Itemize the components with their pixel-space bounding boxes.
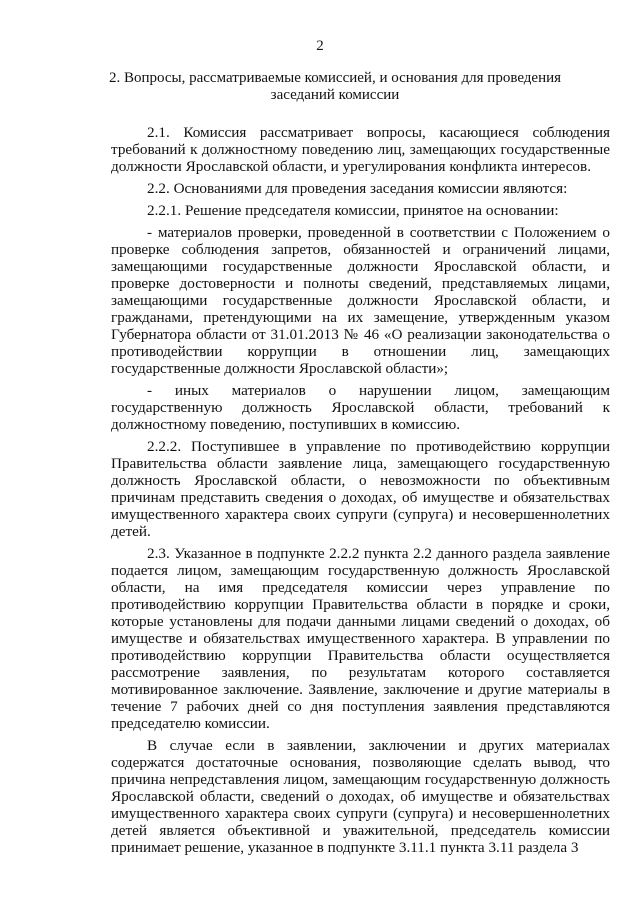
paragraph-2-2-2: 2.2.2. Поступившее в управление по противодействию коррупции Правительства области заявление лица, замещающего государственную должность Ярославской области, о невозможности по объективным причинам представить сведения о доходах, об имуществе и обязательствах имущественного характера своих супруги (супруга) и несовершеннолетних детей. [111, 438, 610, 540]
paragraph-2-2-1: 2.2.1. Решение председателя комиссии, принятое на основании: [147, 202, 559, 219]
list-item-other-materials: - иных материалов о нарушении лицом, замещающим государственную должность Ярославской области, требований к должностному поведению, поступивших в комиссию. [111, 382, 610, 433]
paragraph-objective-reason: В случае если в заявлении, заключении и других материалах содержатся достаточные основания, позволяющие сделать вывод, что причина непредставления лицом, замещающим государственную должность Ярославской области, сведений о доходах, об имуществе и обязательствах имущественного характера своих супруги (супруга) и несовершеннолетних детей является объективной и уважительной, председатель комиссии принимает решение, указанное в подпункте 3.11.1 пункта 3.11 раздела 3 [111, 737, 610, 856]
paragraph-2-1: 2.1. Комиссия рассматривает вопросы, касающиеся соблюдения требований к должностному поведению лиц, замещающих государственные должности Ярославской области, и урегулирования конфликта интересов. [111, 124, 610, 175]
section-heading: 2. Вопросы, рассматриваемые комиссией, и основания для проведения заседаний комиссии [108, 70, 562, 103]
page-number: 2 [316, 38, 324, 54]
list-item-inspection-materials: - материалов проверки, проведенной в соответствии с Положением о проверке соблюдения запретов, обязанностей и ограничений лицами, замещающими государственные должности Ярославской области, и проверке достоверности и полноты сведений, представляемых лицами, замещающими государственные должности Ярославской области, и гражданами, претендующими на их замещение, утвержденным указом Губернатора области от 31.01.2013 № 46 «О реализации законодательства о противодействии коррупции в отношении лиц, замещающих государственные должности Ярославской области»; [111, 224, 610, 377]
paragraph-2-3: 2.3. Указанное в подпункте 2.2.2 пункта 2.2 данного раздела заявление подается лицом, замещающим государственную должность Ярославской области, на имя председателя комиссии через управление по противодействию коррупции Правительства области в порядке и сроки, которые установлены для подачи данными лицами сведений о доходах, об имуществе и обязательствах имущественного характера. В управлении по противодействию коррупции Правительства области осуществляется рассмотрение заявления, по результатам которого составляется мотивированное заключение. Заявление, заключение и другие материалы в течение 7 рабочих дней со дня поступления заявления представляются председателю комиссии. [111, 545, 610, 732]
document-body [111, 124, 610, 861]
paragraph-2-2: 2.2. Основаниями для проведения заседания комиссии являются: [147, 180, 568, 197]
